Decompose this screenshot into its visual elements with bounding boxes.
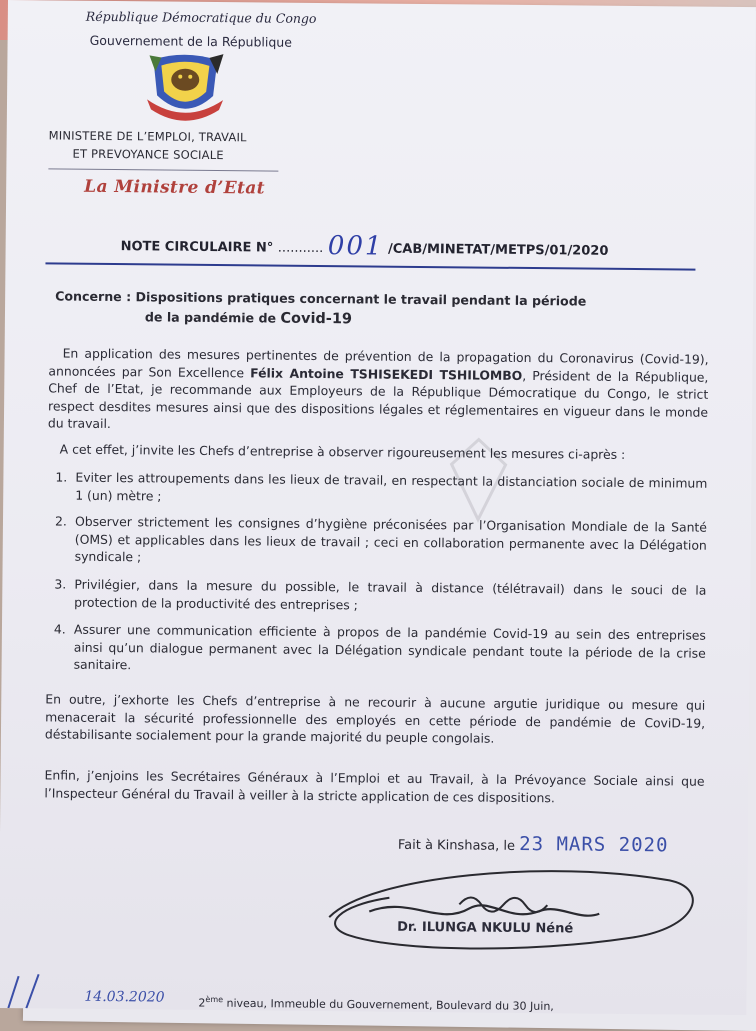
note-number-handwritten: 001 xyxy=(327,231,384,262)
ministry-name-line-1: MINISTERE DE L’EMPLOI, TRAVAIL xyxy=(48,128,247,145)
place-text: Fait à Kinshasa, le xyxy=(397,837,520,854)
paragraph-intro xyxy=(48,344,709,438)
measure-number: 4. xyxy=(53,621,66,637)
header-divider xyxy=(48,168,278,171)
note-prefix: NOTE CIRCULAIRE N° xyxy=(120,239,274,256)
measure-text: Eviter les attroupements dans les lieux de travail, en respectant la distanciation sociale de minimum 1 (un) mètre ; xyxy=(75,469,708,503)
ministry-name-line-2: ET PREVOYANCE SOCIALE xyxy=(72,146,224,163)
date-stamp: 23 MARS 2020 xyxy=(519,832,669,857)
watermark-mark xyxy=(443,434,514,525)
note-reference-code: /CAB/MINETAT/METPS/01/2020 xyxy=(387,241,609,259)
address-ordinal: 2 xyxy=(198,996,206,1010)
paragraph-exhort: En outre, j’exhorte les Chefs d’entreprise à ne recourir à aucune argutie juridique ou mesure qui menacerait la sécurité professionnelle des employés en cette période de pandémie de CoviD-19, déstabilisante socialement pour la grande majorité du peuple congolais. xyxy=(44,691,706,746)
concern-line-2: de la pandémie de xyxy=(144,309,281,326)
footer-address xyxy=(198,995,554,1013)
paragraph-intro-a: En application des mesures pertinentes de prévention de la propagation du Coronavirus (Covid-19), annoncées par Son Excellence xyxy=(48,345,709,380)
measure-text: Observer strictement les consignes d’hygiène préconisées par l’Organisation Mondiale de la Santé (OMS) et applicables dans les lieux de travail ; ceci en collaboration permanente avec la Délégation syndicale ; xyxy=(74,513,708,565)
paragraph-intro-b: , Président de la République, Chef de l’Etat, je recommande aux Employeurs de la République Démocratique du Congo, le strict respect desdites mesures ainsi que des dispositions légales et réglementaires en vigueur dans le monde du travail. xyxy=(47,367,709,432)
paragraph-enjoin: Enfin, j’enjoins les Secrétaires Généraux à l’Emploi et au Travail, à la Prévoyance Sociale ainsi que l’Inspecteur Général du Travail à veiller à la stricte application de ces dispositions. xyxy=(44,767,705,805)
measure-number: 3. xyxy=(54,576,67,592)
signature-scribble xyxy=(309,855,710,969)
received-stamp-mark xyxy=(0,970,59,1009)
measure-item-3 xyxy=(46,575,706,616)
paragraph-invite: A cet effet, j’invite les Chefs d’entreprise à observer rigoureusement les mesures ci-après : xyxy=(59,441,626,462)
concern-line-1: Dispositions pratiques concernant le travail pendant la période xyxy=(131,289,587,309)
address-ordinal-suffix: ème xyxy=(205,994,224,1005)
measure-text: Assurer une communication efficiente à propos de la pandémie Covid-19 au sein des entreprises ainsi qu’un dialogue permanent avec la Délégation syndicale pendant toute la période de la crise sanitaire. xyxy=(73,621,707,673)
measure-item-1 xyxy=(47,468,707,509)
coat-of-arms-emblem xyxy=(139,51,232,126)
place-and-date xyxy=(398,832,669,857)
measure-number: 2. xyxy=(54,513,67,529)
republic-heading: République Démocratique du Congo xyxy=(85,8,317,26)
concern-label: Concerne : xyxy=(55,288,132,305)
address-text: niveau, Immeuble du Gouvernement, Boulevard du 30 Juin, xyxy=(222,996,554,1013)
measure-item-4 xyxy=(46,620,706,679)
president-name: Félix Antoine TSHISEKEDI TSHILOMBO xyxy=(250,364,523,383)
handwritten-received-date: 14.03.2020 xyxy=(84,988,165,1006)
signer-name: Dr. ILUNGA NKULU Néné xyxy=(397,919,574,937)
measure-number: 1. xyxy=(55,469,68,485)
minister-title: La Ministre d’Etat xyxy=(84,176,266,199)
concern-block xyxy=(55,286,587,331)
measure-item-2 xyxy=(47,512,707,571)
note-reference-line xyxy=(121,229,609,264)
note-dots: ........... xyxy=(277,240,324,257)
concern-covid: Covid-19 xyxy=(280,310,353,328)
government-heading: Gouvernement de la République xyxy=(89,32,293,50)
measure-text: Privilégier, dans la mesure du possible, le travail à distance (télétravail) dans le souci de la protection de la productivité des entreprises ; xyxy=(74,576,707,612)
